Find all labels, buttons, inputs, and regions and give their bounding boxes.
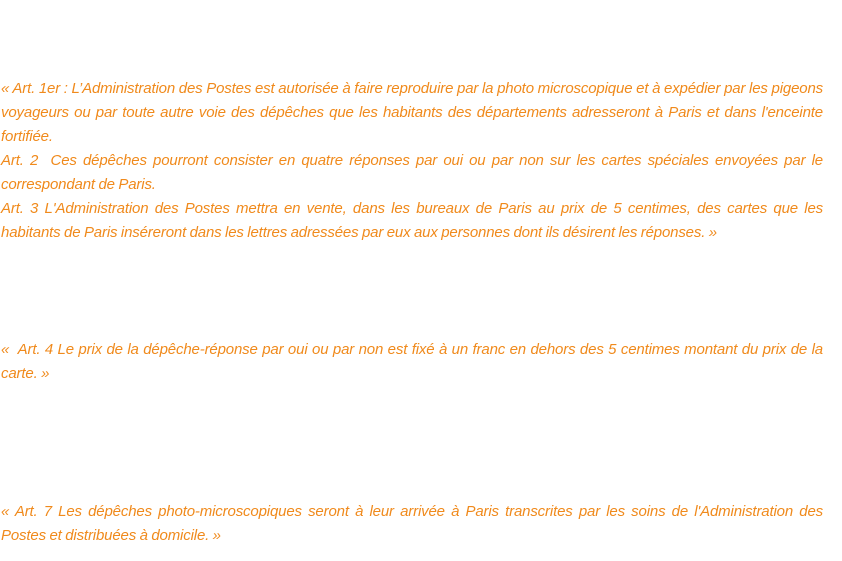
article-1-paragraph: « Art. 1er : L’Administration des Postes est autorisée à faire reproduire par la photo microscopique et à expédier par les pigeons voyageurs ou par toute autre voie des dépêches que les habitants des départements adresseront à Paris et dans l'enceinte fortifiée. xyxy=(1,80,827,145)
decree-block-articles-1-3 xyxy=(1,77,827,245)
article-7-paragraph: « Art. 7 Les dépêches photo-microscopiques seront à leur arrivée à Paris transcrites par les soins de l'Administration des Postes et distribuées à domicile. » xyxy=(1,503,827,544)
decree-block-article-7 xyxy=(1,500,827,548)
decree-block-article-4 xyxy=(1,338,827,386)
article-4-paragraph: « Art. 4 Le prix de la dépêche-réponse par oui ou par non est fixé à un franc en dehors des 5 centimes montant du prix de la carte. » xyxy=(1,341,827,382)
article-3-paragraph: Art. 3 L'Administration des Postes mettra en vente, dans les bureaux de Paris au prix de 5 centimes, des cartes que les habitants de Paris inséreront dans les lettres adressées par eux aux personnes dont ils désirent les réponses. » xyxy=(1,200,827,241)
article-2-paragraph: Art. 2 Ces dépêches pourront consister en quatre réponses par oui ou par non sur les cartes spéciales envoyées par le correspondant de Paris. xyxy=(1,152,827,193)
